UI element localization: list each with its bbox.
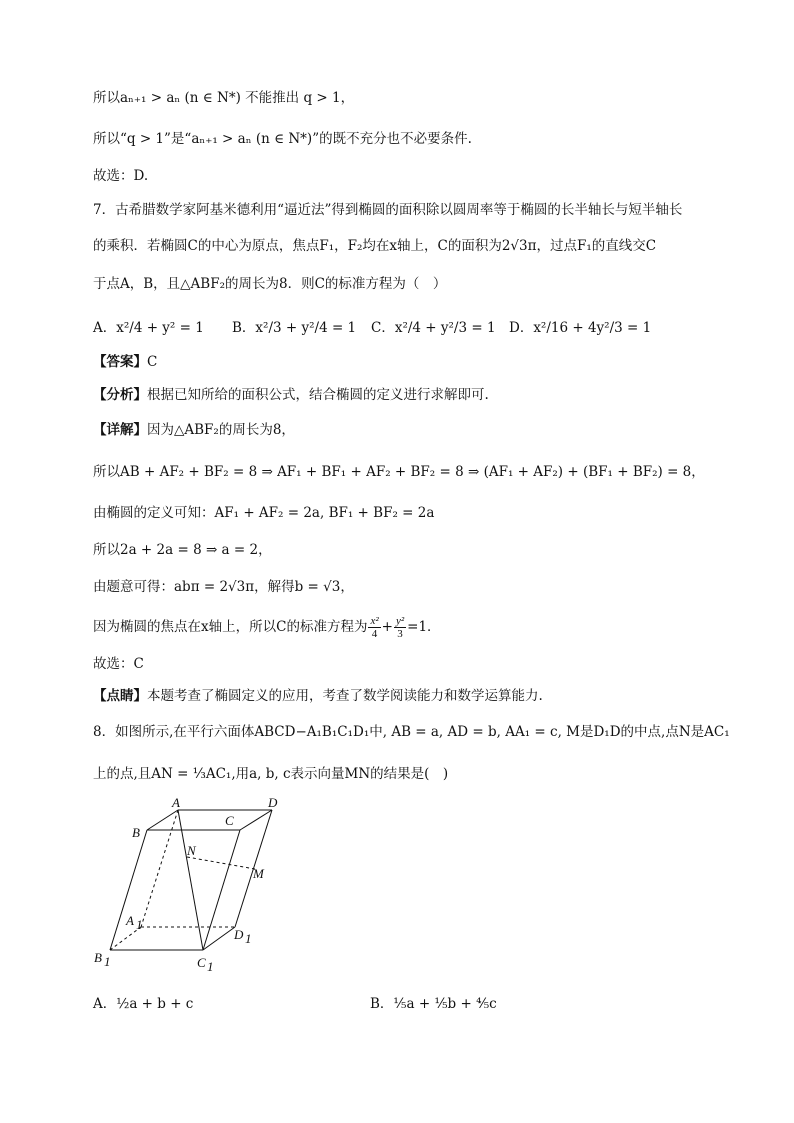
q7-stem-line-1: 7．古希腊数学家阿基米德利用“逼近法”得到椭圆的面积除以圆周率等于椭圆的长半轴长与短半轴长 — [93, 202, 683, 218]
label-m: M — [253, 866, 264, 881]
detail-text: 因为△ABF₂的周长为8， — [147, 422, 295, 438]
label-c1: C — [197, 955, 206, 970]
q7-option-a: A．x²/4 + y² = 1 — [93, 320, 204, 336]
label-c: C — [225, 813, 234, 828]
q7-option-c: C．x²/4 + y²/3 = 1 — [371, 320, 496, 336]
segment-nm — [187, 857, 255, 869]
remark-tag: 【点睛】 — [93, 688, 147, 704]
analysis-tag: 【分析】 — [93, 387, 147, 403]
label-a1-sub: 1 — [136, 917, 143, 932]
line-choose-d: 故选：D. — [93, 168, 149, 184]
fraction-x2-over-4: $\frac{\text{x²}}{4}$ — [370, 615, 379, 640]
line-conclusion-1: 所以aₙ₊₁ > aₙ (n ∈ N*) 不能推出 q > 1， — [93, 90, 355, 106]
answer-tag: 【答案】 — [93, 354, 147, 370]
solution-step-4: 由题意可得：abπ = 2√3π，解得b = √3， — [93, 579, 354, 595]
solution-choose-c: 故选：C — [93, 656, 144, 672]
answer-value: C — [147, 354, 158, 370]
label-d1: D — [234, 927, 244, 942]
label-b: B — [132, 825, 140, 840]
analysis-text: 根据已知所给的面积公式，结合椭圆的定义进行求解即可. — [147, 387, 489, 403]
label-b1-sub: 1 — [104, 954, 111, 969]
label-n: N — [187, 843, 196, 858]
edge-bb1 — [110, 830, 147, 950]
edge-dc — [240, 810, 272, 830]
label-b1: B — [94, 950, 102, 965]
edge-aa1 — [141, 810, 178, 927]
q7-stem-line-3: 于点A，B，且△ABF₂的周长为8．则C的标准方程为（ ） — [93, 276, 447, 292]
remark-row — [93, 686, 543, 706]
detail-tag: 【详解】 — [93, 422, 147, 438]
line-conclusion-2: 所以“q > 1”是“aₙ₊₁ > aₙ (n ∈ N*)”的既不充分也不必要条件. — [93, 131, 472, 147]
q8-option-a: A．½a + b + c — [93, 996, 194, 1012]
q8-stem-line-1: 8．如图所示,在平行六面体ABCD−A₁B₁C₁D₁中, AB = a, AD = b, AA₁ = c, M是D₁D的中点,点N是AC₁ — [93, 724, 730, 740]
label-a: A — [172, 795, 180, 810]
q7-option-d: D．x²/16 + 4y²/3 = 1 — [509, 320, 652, 336]
label-c1-sub: 1 — [207, 959, 214, 974]
solution-step-5: 因为椭圆的焦点在x轴上，所以C的标准方程为 $\frac{\text{x²}}{4}$ + $\frac{\text{y²}}{3}$ =1． — [93, 615, 441, 640]
solution-step-5-text: 因为椭圆的焦点在x轴上，所以C的标准方程为 — [93, 619, 368, 635]
detail-row — [93, 420, 295, 440]
label-a1: A — [126, 913, 134, 928]
q7-stem-line-2: 的乘积．若椭圆C的中心为原点，焦点F₁，F₂均在x轴上，C的面积为2√3π，过点F₁的直线交C — [93, 238, 657, 254]
solution-step-3: 所以2a + 2a = 8 ⇒ a = 2， — [93, 542, 272, 558]
q7-option-b: B．x²/3 + y²/4 = 1 — [232, 320, 357, 336]
label-d1-sub: 1 — [245, 931, 252, 946]
parallelepiped-figure — [90, 795, 290, 975]
diagonal-ac1 — [178, 810, 203, 950]
q8-option-b: B．⅕a + ⅕b + ⅘c — [370, 996, 497, 1012]
edge-ba — [147, 810, 178, 830]
fraction-y2-over-3: $\frac{\text{y²}}{3}$ — [395, 615, 405, 640]
answer-row — [93, 352, 157, 372]
edge-c1d1 — [203, 927, 235, 950]
q8-stem-line-2: 上的点,且AN = ⅓AC₁,用a, b, c表示向量MN的结果是( ) — [93, 766, 449, 782]
solution-step-1: 所以AB + AF₂ + BF₂ = 8 ⇒ AF₁ + BF₁ + AF₂ + BF₂ = 8 ⇒ (AF₁ + AF₂) + (BF₁ + BF₂) = 8， — [93, 464, 705, 480]
solution-step-2: 由椭圆的定义可知：AF₁ + AF₂ = 2a, BF₁ + BF₂ = 2a — [93, 505, 435, 521]
analysis-row — [93, 385, 489, 405]
solution-step-5-end: =1． — [407, 619, 441, 635]
label-d: D — [268, 795, 278, 810]
remark-text: 本题考查了椭圆定义的应用，考查了数学阅读能力和数学运算能力. — [147, 688, 543, 704]
